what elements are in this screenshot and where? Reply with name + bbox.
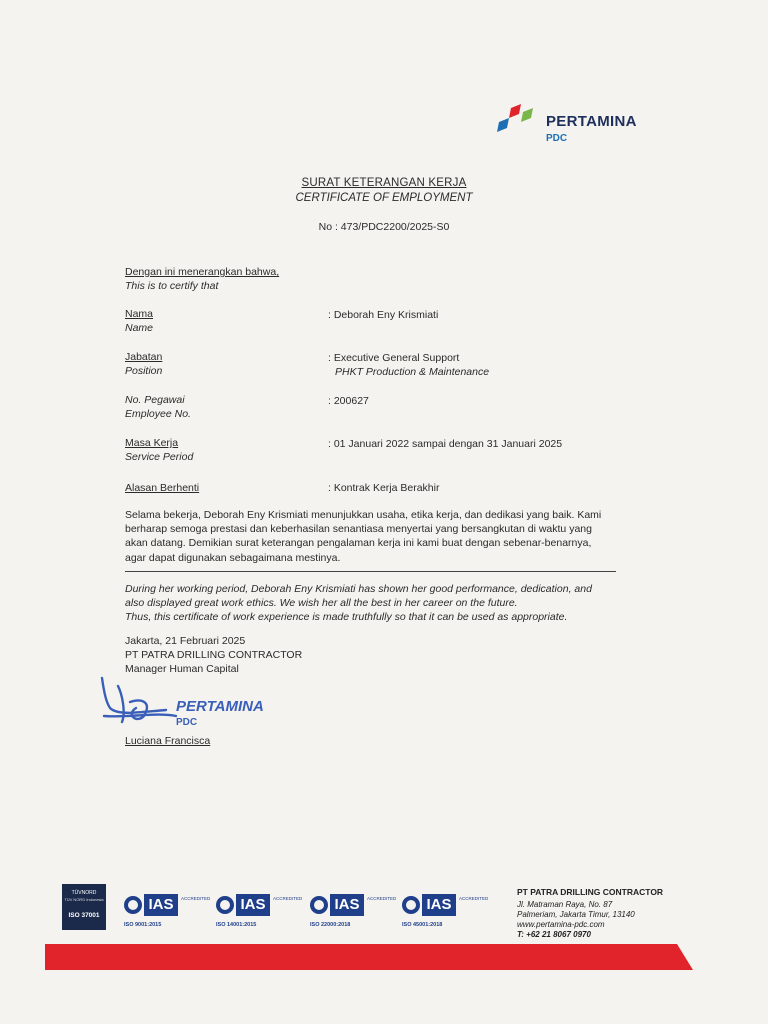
ias-badge bbox=[122, 884, 210, 930]
ias-accredited: ACCREDITED bbox=[367, 896, 397, 901]
ias-logo-icon bbox=[402, 896, 420, 914]
signoff-role: Manager Human Capital bbox=[125, 663, 239, 675]
signatory-name: Luciana Francisca bbox=[125, 735, 211, 747]
field-position-label: Jabatan bbox=[125, 351, 163, 363]
field-position-value: : Executive General Support bbox=[328, 352, 460, 364]
footer-address-line: Jl. Matraman Raya, No. 87 bbox=[517, 900, 613, 909]
brand-name: PERTAMINA bbox=[546, 113, 637, 130]
ias-iso: ISO 9001:2015 bbox=[124, 922, 162, 928]
field-reason-value: : Kontrak Kerja Berakhir bbox=[328, 482, 440, 494]
body-line: akan datang. Demikian surat keterangan pengalaman kerja ini kami buat dengan sebenar-benarnya, bbox=[125, 537, 592, 550]
ias-iso: ISO 45001:2018 bbox=[402, 922, 443, 928]
field-position-unit: PHKT Production & Maintenance bbox=[335, 366, 490, 378]
cert-line: TÜVNORD bbox=[71, 890, 97, 896]
field-service-period-label: Masa Kerja bbox=[125, 437, 179, 449]
field-name-label: Nama bbox=[125, 308, 154, 320]
ias-accredited: ACCREDITED bbox=[273, 896, 303, 901]
stamp-name: PERTAMINA bbox=[176, 698, 264, 715]
ias-logo-icon bbox=[310, 896, 328, 914]
body-line: berharap semoga prestasi dan keberhasilan senantiasa menyertai yang bersangkutan di waktu yang bbox=[125, 523, 592, 536]
intro-text: Dengan ini menerangkan bahwa, bbox=[125, 266, 280, 278]
field-name-label-english: Name bbox=[125, 322, 154, 334]
document-title-english: CERTIFICATE OF EMPLOYMENT bbox=[295, 192, 473, 204]
field-employee-no-label: No. Pegawai bbox=[125, 394, 185, 406]
field-position-label-english: Position bbox=[125, 365, 163, 377]
ias-iso: ISO 22000:2018 bbox=[310, 922, 351, 928]
brand-sub: PDC bbox=[546, 133, 568, 144]
ias-accredited: ACCREDITED bbox=[181, 896, 211, 901]
ias-logo-text: IAS bbox=[236, 894, 270, 916]
ias-logo-icon bbox=[216, 896, 234, 914]
ias-badge bbox=[308, 884, 396, 930]
ias-logo-icon bbox=[124, 896, 142, 914]
pertamina-logo-icon bbox=[497, 104, 541, 136]
cert-line: TÜV NORD Indonesia bbox=[64, 897, 104, 902]
ias-badge bbox=[214, 884, 302, 930]
body-paragraph-indonesian bbox=[125, 508, 645, 565]
ias-badge bbox=[400, 884, 488, 930]
footer-website: www.pertamina-pdc.com bbox=[517, 920, 605, 929]
body-line: Selama bekerja, Deborah Eny Krismiati menunjukkan usaha, etika kerja, dan dedikasi yang baik. Kami bbox=[125, 509, 602, 521]
document-number: No : 473/PDC2200/2025-S0 bbox=[318, 221, 450, 233]
ias-logo-text: IAS bbox=[330, 894, 364, 916]
signoff-company: PT PATRA DRILLING CONTRACTOR bbox=[125, 649, 303, 661]
field-reason-label: Alasan Berhenti bbox=[125, 482, 200, 494]
body-line: agar dapat digunakan sebagaimana mestinya. bbox=[125, 551, 341, 564]
document-title: SURAT KETERANGAN KERJA bbox=[301, 177, 467, 189]
body-line: Thus, this certificate of work experience is made truthfully so that it can be used as appropriate. bbox=[125, 611, 568, 624]
ias-accredited: ACCREDITED bbox=[459, 896, 489, 901]
footer-red-bar bbox=[45, 944, 693, 970]
ias-iso: ISO 14001:2015 bbox=[216, 922, 257, 928]
field-name-value: : Deborah Eny Krismiati bbox=[328, 309, 439, 321]
footer-phone: T: +62 21 8067 0970 bbox=[517, 930, 591, 939]
tuv-certificate-badge bbox=[62, 884, 106, 930]
body-paragraph-english bbox=[125, 582, 645, 625]
field-service-period-label-english: Service Period bbox=[125, 451, 194, 463]
stamp-sub: PDC bbox=[176, 717, 198, 728]
body-line: also displayed great work ethics. We wish her all the best in her career on the future. bbox=[125, 597, 518, 610]
body-line: During her working period, Deborah Eny Krismiati has shown her good performance, dedication, and bbox=[125, 583, 592, 595]
field-service-period-value: : 01 Januari 2022 sampai dengan 31 Januari 2025 bbox=[328, 438, 563, 450]
cert-line: ISO 37001 bbox=[68, 912, 100, 919]
place-date: Jakarta, 21 Februari 2025 bbox=[125, 635, 246, 647]
ias-logo-text: IAS bbox=[422, 894, 456, 916]
footer-address-line: Palmeriam, Jakarta Timur, 13140 bbox=[517, 910, 635, 919]
field-employee-no-label-english: Employee No. bbox=[125, 408, 191, 420]
intro-text-english: This is to certify that bbox=[125, 280, 219, 292]
ias-logo-text: IAS bbox=[144, 894, 178, 916]
divider bbox=[125, 571, 616, 572]
field-employee-no-value: : 200627 bbox=[328, 395, 369, 407]
footer-company: PT PATRA DRILLING CONTRACTOR bbox=[517, 887, 664, 897]
